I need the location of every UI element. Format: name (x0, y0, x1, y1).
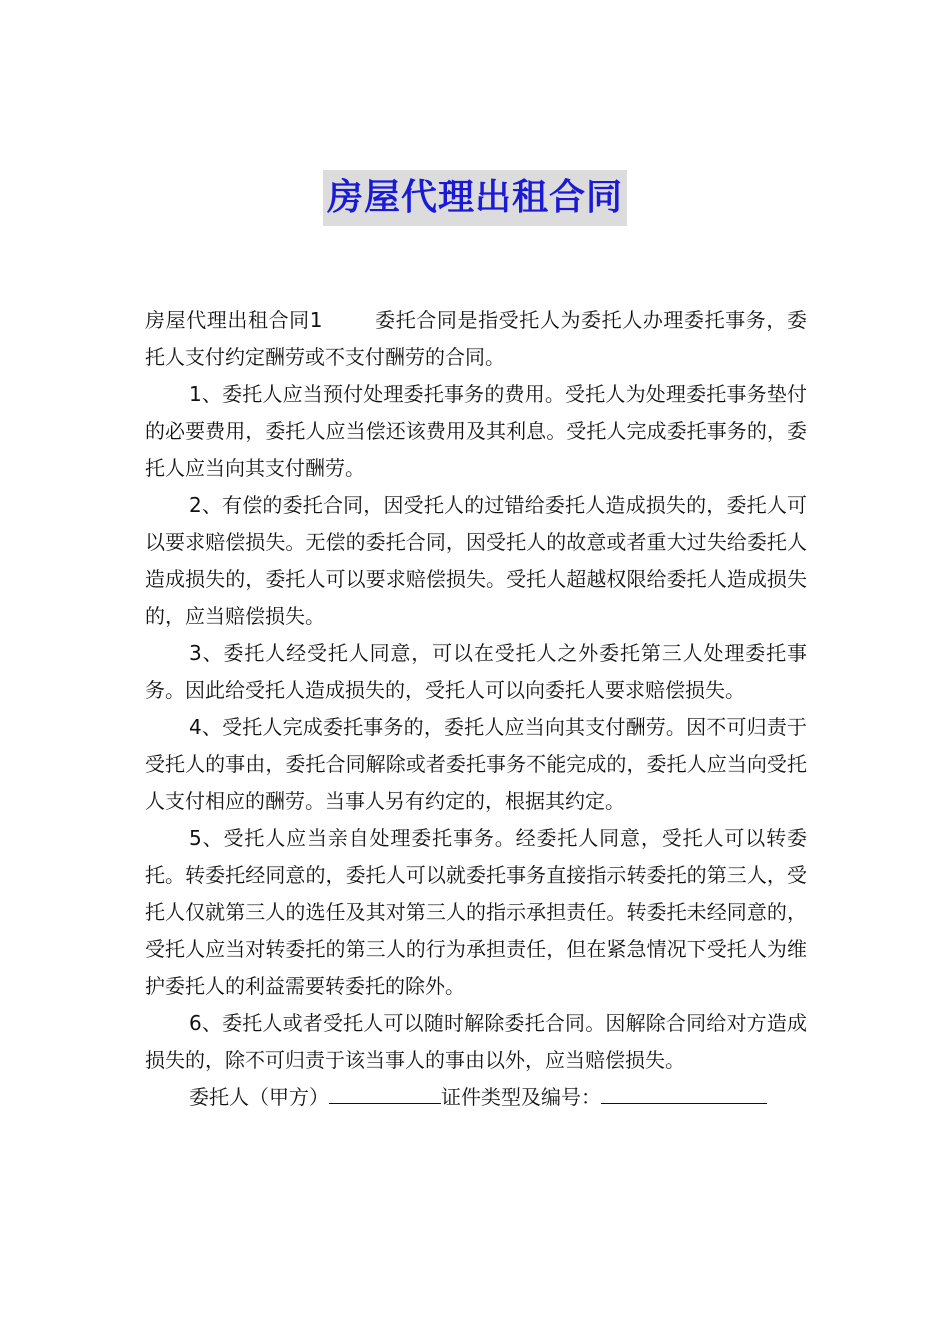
intro-paragraph (145, 302, 807, 376)
title-area (0, 170, 950, 226)
signature-line (145, 1079, 807, 1116)
party-label: 委托人（甲方） (189, 1085, 329, 1109)
intro-heading: 房屋代理出租合同1 (145, 308, 323, 332)
clause-6: 6、委托人或者受托人可以随时解除委托合同。因解除合同给对方造成损失的，除不可归责于该当事人的事由以外，应当赔偿损失。 (145, 1011, 807, 1072)
clause-3: 3、委托人经受托人同意，可以在受托人之外委托第三人处理委托事务。因此给受托人造成损失的，受托人可以向委托人要求赔偿损失。 (145, 641, 807, 702)
clause-4: 4、受托人完成委托事务的，委托人应当向其支付酬劳。因不可归责于受托人的事由，委托合同解除或者委托事务不能完成的，委托人应当向受托人支付相应的酬劳。当事人另有约定的，根据其约定。 (145, 715, 807, 813)
intro-text: 委托合同是指受托人为委托人办理委托事务，委托人支付约定酬劳或不支付酬劳的合同。 (145, 308, 808, 369)
document-title: 房屋代理出租合同 (323, 170, 627, 226)
id-label: 证件类型及编号： (441, 1085, 601, 1109)
clause-5: 5、受托人应当亲自处理委托事务。经委托人同意，受托人可以转委托。转委托经同意的，委托人可以就委托事务直接指示转委托的第三人，受托人仅就第三人的选任及其对第三人的指示承担责任。转委托未经同意的，受托人应当对转委托的第三人的行为承担责任，但在紧急情况下受托人为维护委托人的利益需要转委托的除外。 (145, 826, 807, 998)
clause-2: 2、有偿的委托合同，因受托人的过错给委托人造成损失的，委托人可以要求赔偿损失。无偿的委托合同，因受托人的故意或者重大过失给委托人造成损失的，委托人可以要求赔偿损失。受托人超越权限给委托人造成损失的，应当赔偿损失。 (145, 493, 807, 628)
id-blank (601, 1081, 767, 1104)
party-blank (329, 1081, 441, 1104)
clause-1: 1、委托人应当预付处理委托事务的费用。受托人为处理委托事务垫付的必要费用，委托人应当偿还该费用及其利息。受托人完成委托事务的，委托人应当向其支付酬劳。 (145, 382, 807, 480)
document-body (145, 302, 807, 1116)
